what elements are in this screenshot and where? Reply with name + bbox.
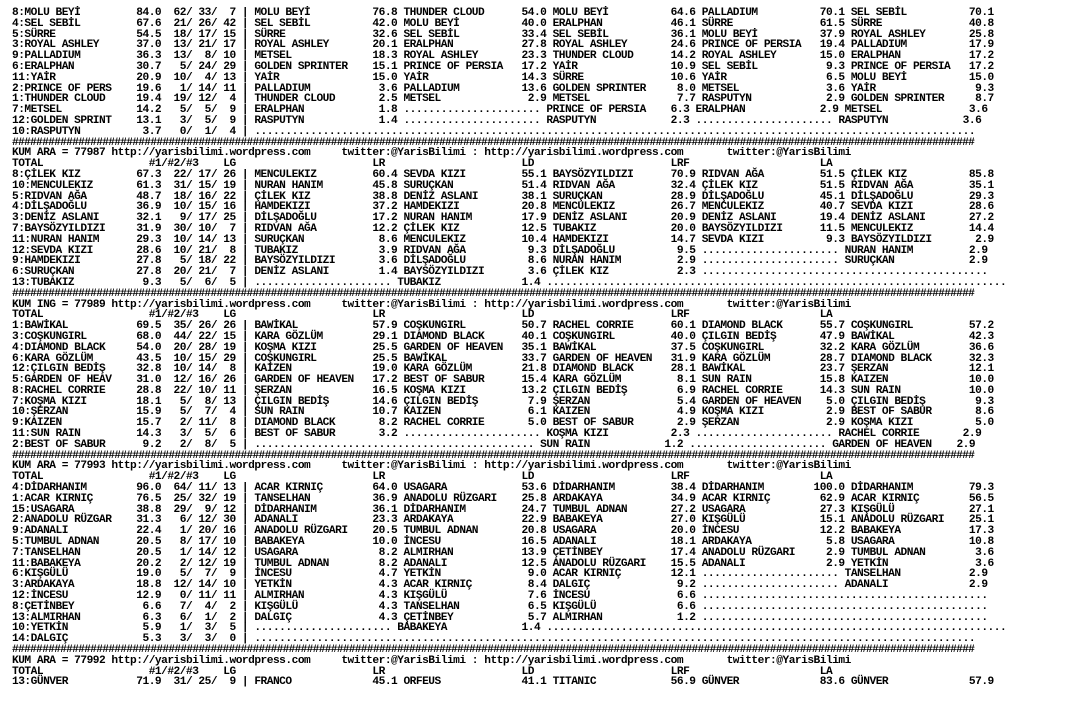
horse-stats-row: 10:RASPUTYN 3.7 0/ 1/ 4 | ....................................................................................................................: [12, 125, 976, 138]
horse-stats-row: 3:ARDAKAYA 18.8 12/ 14/ 10 | YETKİN 4.3 ACAR KIRNIÇ 8.4 DALGIÇ 9.2 ...................... ADANALI 2.9: [12, 579, 988, 592]
section-separator: ################################################################################################################################################################: [12, 136, 975, 149]
horse-stats-row: 6:SURUÇKAN 27.8 20/ 21/ 7 | DENİZ ASLANI 1.4 BAYSÖZYILDIZI 3.6 ÇİLEK KIZ 2.3 ..............................................: [12, 266, 988, 279]
horse-stats-row: 7:BAYSÖZYILDIZI 31.9 30/ 10/ 7 | RIDVAN AĞA 12.2 ÇİLEK KIZ 12.5 TUBAKIZ 20.0 BAYSÖZYILDIZI 11.5 MENCULEKIZ 14.4: [12, 222, 994, 235]
horse-stats-row: 3:DENİZ ASLANI 32.1 9/ 17/ 25 | DİLŞADOĞLU 17.2 NURAN HANIM 17.9 DENİZ ASLANI 20.9 DENİZ ASLANI 19.4 DENİZ ASLANI 27.2: [12, 212, 994, 225]
section-separator: ################################################################################################################################################################: [12, 287, 975, 300]
horse-stats-row: 15:USAGARA 38.8 29/ 9/ 12 | DİDARHANIM 36.1 DİDARHANIM 24.7 TUMBUL ADNAN 27.2 USAGARA 27.3 KIŞGÜLÜ 27.1: [12, 503, 994, 516]
race-header-line: KUM ING = 77989 http://yarisbilimi.wordpress.com twitter:@YarisBilimi : http://yarisbilimi.wordpress.com twitter:@YarisBilimi: [12, 298, 851, 311]
horse-stats-row: 1:BAWİKAL 69.5 35/ 26/ 26 | BAWİKAL 57.9 COŞKUNGIRL 50.7 RACHEL CORRIE 60.1 DIAMOND BLACK 55.7 COŞKUNGIRL 57.2: [12, 320, 994, 333]
race-header-line: KUM ARA = 77993 http://yarisbilimi.wordpress.com twitter:@YarisBilimi : http://yarisbilimi.wordpress.com twitter:@YarisBilimi: [12, 460, 851, 473]
horse-stats-row: 11:YAİR 20.9 10/ 4/ 13 | YAİR 15.0 YAİR 14.3 SÜRRE 10.6 YAİR 6.5 MOLU BEYİ 15.0: [12, 71, 994, 84]
horse-stats-row: 12:GOLDEN SPRINT 13.1 3/ 5/ 9 | RASPUTYN 1.4 ...................... RASPUTYN 2.3 ...................... RASPUTYN 3.6: [12, 114, 982, 127]
horse-stats-row: 4:SEL SEBİL 67.6 21/ 26/ 42 | SEL SEBİL 42.0 MOLU BEYİ 40.0 ERALPHAN 46.1 SÜRRE 61.5 SÜRRE 40.8: [12, 17, 994, 30]
horse-stats-row: 8:ÇETİNBEY 6.6 7/ 4/ 2 | KIŞGÜLÜ 4.3 TANSELHAN 6.5 KIŞGÜLÜ 6.6 ..............................................: [12, 600, 988, 613]
horse-stats-row: 5:TUMBUL ADNAN 20.5 8/ 17/ 10 | BABAKEYA 10.0 İNCESU 16.5 ADANALI 18.1 ARDAKAYA 5.8 USAGARA 10.8: [12, 536, 994, 549]
horse-stats-row: 5:SÜRRE 54.5 18/ 17/ 15 | SÜRRE 32.6 SEL SEBİL 33.4 SEL SEBİL 36.1 MOLU BEYİ 37.9 ROYAL ASHLEY 25.8: [12, 28, 994, 41]
horse-stats-row: 5:RIDVAN AĞA 48.7 18/ 16/ 22 | ÇİLEK KIZ 38.8 DENİZ ASLANI 38.1 SURUÇKAN 28.9 DİLŞADOĞLU 45.1 DİLŞADOĞLU 29.3: [12, 190, 994, 203]
horse-stats-row: 10:MENCULEKIZ 61.3 31/ 15/ 19 | NURAN HANIM 45.8 SURUÇKAN 51.4 RIDVAN AĞA 32.4 ÇİLEK KIZ 51.5 RIDVAN AĞA 35.1: [12, 179, 994, 192]
horse-stats-row: 9:ADANALI 22.4 1/ 20/ 16 | ANADOLU RÜZGARI 20.5 TUMBUL ADNAN 20.8 USAGARA 20.0 İNCESU 12.2 BABAKEYA 17.3: [12, 525, 994, 538]
horse-stats-row: 11:NURAN HANIM 29.3 10/ 14/ 13 | SURUÇKAN 8.6 MENCULEKIZ 10.4 HAMDEKIZI 14.7 SEVDA KIZI 9.3 BAYSÖZYILDIZI 2.9: [12, 233, 994, 246]
horse-stats-row: 1:ACAR KIRNIÇ 76.5 25/ 32/ 19 | TANSELHAN 36.9 ANADOLU RÜZGARI 25.8 ARDAKAYA 34.9 ACAR KIRNIÇ 62.9 ACAR KIRNIÇ 56.5: [12, 492, 994, 505]
horse-stats-row: 12:ÇILGIN BEDİŞ 32.8 10/ 14/ 8 | KAIZEN 19.0 KARA GÖZLÜM 21.8 DIAMOND BLACK 28.1 BAWİKAL 23.7 ŞERZAN 12.1: [12, 363, 994, 376]
section-separator: ################################################################################################################################################################: [12, 449, 975, 462]
horse-stats-row: 6:KIŞGÜLÜ 19.0 5/ 7/ 9 | İNCESU 4.7 YETKİN 9.0 ACAR KIRNIÇ 12.1 ...................... TANSELHAN 2.9: [12, 568, 988, 581]
horse-stats-row: 3:COŞKUNGIRL 68.0 44/ 22/ 15 | KARA GÖZLÜM 29.1 DIAMOND BLACK 40.1 COŞKUNGIRL 40.0 ÇILGIN BEDİŞ 47.9 BAWİKAL 42.3: [12, 330, 994, 343]
horse-stats-row: 5:GARDEN OF HEAV 31.0 12/ 16/ 26 | GARDEN OF HEAVEN 17.2 BEST OF SABUR 15.4 KARA GÖZLÜM 8.1 SUN RAIN 15.8 KAIZEN 10.0: [12, 374, 994, 387]
horse-stats-row: 14:DALGIÇ 5.3 3/ 3/ 0 | ....................................................................................................................: [12, 633, 976, 646]
horse-stats-row: 2:BEST OF SABUR 9.2 2/ 8/ 5 | ............................................. SUN RAIN 1.2 ...................... GARDEN OF HEAVEN 2.9: [12, 438, 976, 451]
horse-stats-row: 3:ROYAL ASHLEY 37.0 13/ 21/ 17 | ROYAL ASHLEY 20.1 ERALPHAN 27.8 ROYAL ASHLEY 24.6 PRINCE OF PERSIA 19.4 PALLADIUM 17.9: [12, 39, 994, 52]
race-header-line: KUM ARA = 77987 http://yarisbilimi.wordpress.com twitter:@YarisBilimi : http://yarisbilimi.wordpress.com twitter:@YarisBilimi: [12, 147, 851, 160]
horse-stats-row: 1:THUNDER CLOUD 19.4 19/ 12/ 4 | THUNDER CLOUD 2.5 METSEL 2.9 METSEL 7.7 RASPUTYN 2.9 GOLDEN SPRINTER 8.7: [12, 93, 994, 106]
horse-stats-row: 4:DİLŞADOĞLU 36.9 10/ 15/ 16 | HAMDEKIZI 37.2 HAMDEKIZI 20.8 MENCULEKIZ 26.7 MENCULEKIZ 40.7 SEVDA KIZI 28.6: [12, 201, 994, 214]
horse-stats-row: 9:KAIZEN 15.7 2/ 11/ 8 | DIAMOND BLACK 8.2 RACHEL CORRIE 5.0 BEST OF SABUR 2.9 ŞERZAN 2.9 KOŞMA KIZI 5.0: [12, 417, 994, 430]
horse-stats-row: 8:MOLU BEYİ 84.0 62/ 33/ 7 | MOLU BEYİ 76.8 THUNDER CLOUD 54.0 MOLU BEYİ 64.6 PALLADIUM 70.1 SEL SEBİL 70.1: [12, 7, 994, 19]
horse-stats-row: 4:DİDARHANIM 96.0 64/ 11/ 13 | ACAR KIRNIÇ 64.0 USAGARA 53.6 DİDARHANIM 38.4 DİDARHANIM 100.0 DİDARHANIM 79.3: [12, 482, 994, 495]
horse-stats-row: 8:ÇİLEK KIZ 67.3 22/ 17/ 26 | MENCULEKIZ 60.4 SEVDA KIZI 55.1 BAYSÖZYILDIZI 70.9 RIDVAN AĞA 51.5 ÇİLEK KIZ 85.8: [12, 168, 994, 181]
horse-stats-row: 2:PRINCE OF PERS 19.6 1/ 14/ 11 | PALLADIUM 3.6 PALLADIUM 13.6 GOLDEN SPRINTER 8.0 METSEL 3.6 YAİR 9.3: [12, 82, 994, 95]
horse-stats-row: 13:ALMIRHAN 6.3 6/ 1/ 2 | DALGIÇ 4.3 ÇETİNBEY 5.7 ALMIRHAN 1.2 ..............................................: [12, 611, 988, 624]
horse-stats-row: 7:KOŞMA KIZI 18.1 5/ 8/ 13 | ÇILGIN BEDİŞ 14.6 ÇILGIN BEDİŞ 7.9 ŞERZAN 5.4 GARDEN OF HEAVEN 5.0 ÇILGIN BEDİŞ 9.3: [12, 395, 994, 408]
horse-stats-row: 10:YETKİN 5.9 1/ 3/ 5 | ...................... BABAKEYA 1.4 ..........................................................................: [12, 622, 1007, 635]
column-header-line: TOTAL #1/#2/#3 LG LR LD LRF LA: [12, 471, 833, 484]
horse-stats-row: 6:ERALPHAN 30.7 5/ 24/ 29 | GOLDEN SPRINTER 15.1 PRINCE OF PERSIA 17.2 YAİR 10.9 SEL SEBİL 9.3 PRINCE OF PERSIA 17.2: [12, 60, 994, 73]
horse-stats-row: 7:TANSELHAN 20.5 1/ 14/ 12 | USAGARA 8.2 ALMIRHAN 13.9 ÇETİNBEY 17.4 ANADOLU RÜZGARI 2.9 TUMBUL ADNAN 3.6: [12, 546, 994, 559]
horse-stats-row: 8:RACHEL CORRIE 28.8 22/ 10/ 11 | ŞERZAN 16.5 KOŞMA KIZI 13.2 ÇILGIN BEDİŞ 6.9 RACHEL CORRIE 14.3 SUN RAIN 10.0: [12, 384, 994, 397]
horse-stats-row: 2:ANADOLU RÜZGAR 31.3 6/ 12/ 30 | ADANALI 23.3 ARDAKAYA 22.9 BABAKEYA 27.0 KIŞGÜLÜ 15.1 ANADOLU RÜZGARI 25.1: [12, 514, 994, 527]
horse-stats-row: 10:ŞERZAN 15.9 5/ 7/ 4 | SUN RAIN 10.7 KAIZEN 6.1 KAIZEN 4.9 KOŞMA KIZI 2.9 BEST OF SABUR 8.6: [12, 406, 994, 419]
column-header-line: TOTAL #1/#2/#3 LG LR LD LRF LA: [12, 309, 833, 322]
horse-stats-row: 7:METSEL 14.2 5/ 5/ 9 | ERALPHAN 1.8 ...................... PRINCE OF PERSIA 6.3 ERALPHAN 2.9 METSEL 3.6: [12, 104, 988, 117]
horse-stats-row: 12:SEVDA KIZI 28.6 10/ 21/ 8 | TUBAKIZ 3.9 RIDVAN AĞA 9.3 DİLŞADOĞLU 9.5 ...................... NURAN HANIM 2.9: [12, 244, 988, 257]
horse-stats-row: 11:SUN RAIN 14.3 3/ 5/ 6 | BEST OF SABUR 3.2 ...................... KOŞMA KIZI 2.3 ...................... RACHEL CORRIE 2.9: [12, 428, 982, 441]
race-header-line: KUM ARA = 77992 http://yarisbilimi.wordpress.com twitter:@YarisBilimi : http://yarisbilimi.wordpress.com twitter:@YarisBilimi: [12, 654, 851, 667]
horse-stats-row: 4:DIAMOND BLACK 54.0 20/ 28/ 19 | KOŞMA KIZI 25.5 GARDEN OF HEAVEN 35.1 BAWİKAL 37.5 COŞKUNGIRL 32.2 KARA GÖZLÜM 36.6: [12, 341, 994, 354]
horse-stats-row: 9:PALLADIUM 36.3 13/ 8/ 10 | METSEL 18.3 ROYAL ASHLEY 23.3 THUNDER CLOUD 14.2 ROYAL ASHLEY 15.0 ERALPHAN 17.2: [12, 50, 994, 63]
horse-stats-row: 13:TUBAKIZ 9.3 5/ 6/ 5 | ...................... TUBAKIZ 1.4 ..........................................................................: [12, 276, 1007, 289]
horse-stats-row: 11:BABAKEYA 20.2 2/ 12/ 19 | TUMBUL ADNAN 8.2 ADANALI 12.5 ANADOLU RÜZGARI 15.5 ADANALI 2.9 YETKİN 3.6: [12, 557, 994, 570]
column-header-line: TOTAL #1/#2/#3 LG LR LD LRF LA: [12, 665, 833, 678]
horse-stats-row: 9:HAMDEKIZI 27.8 5/ 18/ 22 | BAYSÖZYILDIZI 3.6 DİLŞADOĞLU 8.6 NURAN HANIM 2.9 ...................... SURUÇKAN 2.9: [12, 255, 988, 268]
section-separator: ################################################################################################################################################################: [12, 644, 975, 657]
horse-stats-row: 13:GÜNVER 71.9 31/ 25/ 9 | FRANCO 45.1 ORFEUS 41.1 TITANIC 56.9 GÜNVER 83.6 GÜNVER 57.9: [12, 676, 994, 689]
horse-stats-row: 6:KARA GÖZLÜM 43.5 10/ 15/ 29 | COŞKUNGIRL 25.5 BAWİKAL 33.7 GARDEN OF HEAVEN 31.9 KARA GÖZLÜM 28.7 DIAMOND BLACK 32.3: [12, 352, 994, 365]
horse-stats-row: 12:İNCESU 12.9 0/ 11/ 11 | ALMIRHAN 4.3 KIŞGÜLÜ 7.6 İNCESU 6.6 ..............................................: [12, 590, 988, 603]
column-header-line: TOTAL #1/#2/#3 LG LR LD LRF LA: [12, 158, 833, 171]
